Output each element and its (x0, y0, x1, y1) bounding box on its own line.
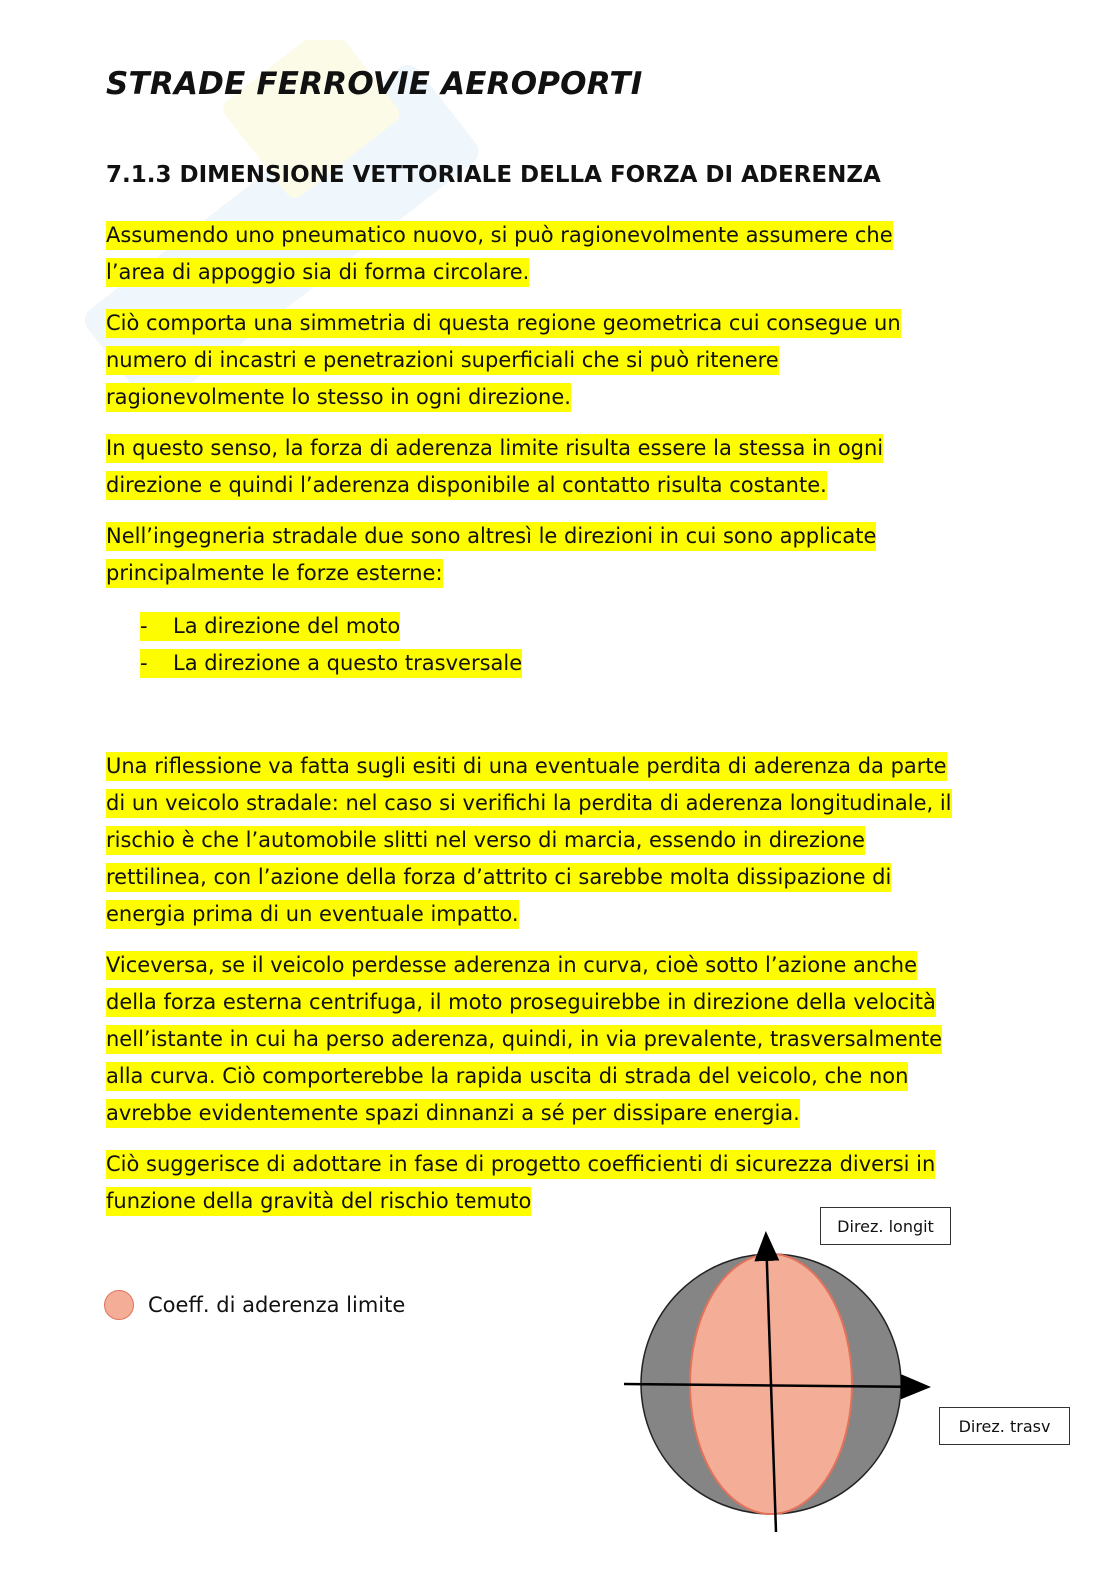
paragraph-line: funzione della gravità del rischio temuto (106, 1187, 531, 1216)
section-title: 7.1.3 DIMENSIONE VETTORIALE DELLA FORZA DI ADERENZA (106, 162, 881, 188)
paragraph-line: Nell’ingegneria stradale due sono altresì le direzioni in cui sono applicate (106, 522, 876, 551)
list-item-text: La direzione del moto (173, 614, 401, 638)
paragraph-line: di un veicolo stradale: nel caso si verifichi la perdita di aderenza longitudinale, il (106, 789, 952, 818)
list-item (140, 608, 400, 645)
paragraph-1 (106, 217, 893, 291)
transverse-direction-label: Direz. trasv (939, 1407, 1070, 1445)
paragraph-line: principalmente le forze esterne: (106, 559, 443, 588)
adhesion-diagram (600, 1220, 940, 1540)
paragraph-line: alla curva. Ciò comporterebbe la rapida uscita di strada del veicolo, che non (106, 1062, 908, 1091)
paragraph-line: nell’istante in cui ha perso aderenza, quindi, in via prevalente, trasversalmente (106, 1025, 942, 1054)
legend-swatch-icon (104, 1290, 134, 1320)
paragraph-line: ragionevolmente lo stesso in ogni direzione. (106, 383, 571, 412)
paragraph-line: l’area di appoggio sia di forma circolare. (106, 258, 529, 287)
paragraph-line: energia prima di un eventuale impatto. (106, 900, 519, 929)
paragraph-line: Una riflessione va fatta sugli esiti di una eventuale perdita di aderenza da parte (106, 752, 947, 781)
paragraph-line: rischio è che l’automobile slitti nel verso di marcia, essendo in direzione (106, 826, 865, 855)
paragraph-line: In questo senso, la forza di aderenza limite risulta essere la stessa in ogni (106, 434, 883, 463)
document-title: STRADE FERROVIE AEROPORTI (106, 66, 643, 102)
list-item (140, 645, 522, 682)
paragraph-7 (106, 1146, 935, 1220)
paragraph-line: Ciò comporta una simmetria di questa regione geometrica cui consegue un (106, 309, 901, 338)
paragraph-line: rettilinea, con l’azione della forza d’attrito ci sarebbe molta dissipazione di (106, 863, 891, 892)
paragraph-line: avrebbe evidentemente spazi dinnanzi a sé per dissipare energia. (106, 1099, 800, 1128)
list-item-text: La direzione a questo trasversale (173, 651, 523, 675)
legend-label: Coeff. di aderenza limite (148, 1293, 406, 1317)
paragraph-2 (106, 305, 901, 416)
paragraph-line: direzione e quindi l’aderenza disponibile al contatto risulta costante. (106, 471, 827, 500)
list-bullet: - (140, 651, 148, 675)
paragraph-line: numero di incastri e penetrazioni superficiali che si può ritenere (106, 346, 779, 375)
paragraph-4 (106, 518, 876, 592)
longitudinal-direction-label: Direz. longit (820, 1207, 951, 1245)
paragraph-5 (106, 748, 952, 933)
paragraph-line: della forza esterna centrifuga, il moto proseguirebbe in direzione della velocità (106, 988, 936, 1017)
list-bullet: - (140, 614, 148, 638)
paragraph-line: Viceversa, se il veicolo perdesse aderenza in curva, cioè sotto l’azione anche (106, 951, 917, 980)
paragraph-3 (106, 430, 883, 504)
paragraph-6 (106, 947, 942, 1132)
paragraph-line: Ciò suggerisce di adottare in fase di progetto coefficienti di sicurezza diversi in (106, 1150, 935, 1179)
diagram-legend (104, 1288, 405, 1322)
paragraph-line: Assumendo uno pneumatico nuovo, si può ragionevolmente assumere che (106, 221, 893, 250)
